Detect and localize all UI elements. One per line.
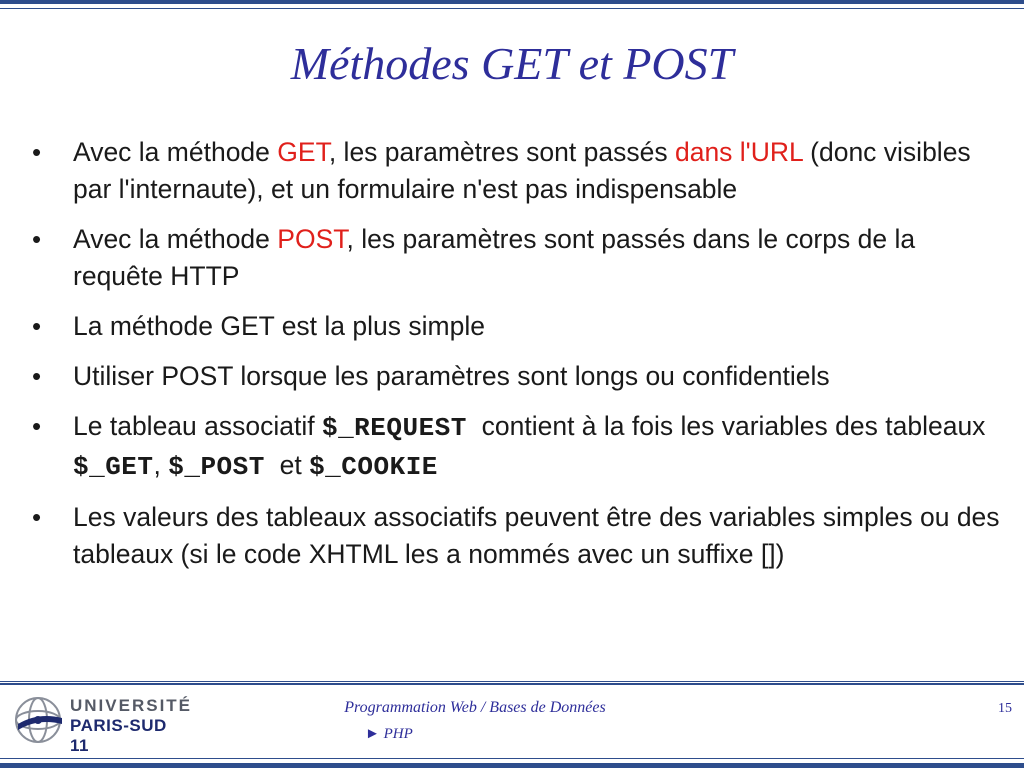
top-rule <box>0 0 1024 9</box>
logo-text-paris-sud: PARIS-SUD 11 <box>70 716 167 755</box>
code-text: $_REQUEST <box>321 413 467 443</box>
footer-section: ► PHP <box>365 726 413 742</box>
bullet-text: , <box>153 450 169 480</box>
highlight-text: POST <box>277 224 347 254</box>
code-text: $_POST <box>168 452 265 482</box>
bullet-item <box>30 358 1005 395</box>
footer-rule-upper <box>0 681 1024 685</box>
bullet-text: Le tableau associatif <box>73 411 322 441</box>
bullet-icon: • <box>32 137 42 167</box>
bullet-list <box>30 134 1005 586</box>
code-text: $_GET <box>73 452 154 482</box>
bullet-text: , les paramètres sont passés <box>328 137 675 167</box>
slide-title: Méthodes GET et POST <box>290 38 734 89</box>
bullet-text: contient à la fois les variables des tableaux <box>466 411 993 441</box>
bullet-text: Avec la méthode <box>73 137 278 167</box>
page-number: 15 <box>998 701 1012 716</box>
bullet-item <box>30 308 1005 345</box>
highlight-text: dans l'URL <box>674 137 803 167</box>
bullet-text: La méthode GET est la plus simple <box>73 311 485 341</box>
bullet-icon: • <box>32 224 42 254</box>
bullet-text: (donc visibles par l'internaute), et un formulaire n'est pas indispensable <box>73 137 971 204</box>
bullet-item <box>30 221 1005 295</box>
footer-rule-lower <box>0 758 1024 768</box>
bullet-text: Avec la méthode <box>73 224 278 254</box>
bullet-text: Les valeurs des tableaux associatifs peuvent être des variables simples ou des tableaux (si le code XHTML les a nommés avec un suffixe []) <box>73 502 1000 569</box>
bullet-icon: • <box>32 502 42 532</box>
bullet-icon: • <box>32 411 42 441</box>
bullet-icon: • <box>32 311 42 341</box>
bullet-text: , les paramètres sont passés dans le corps de la requête HTTP <box>73 224 916 291</box>
code-text: $_COOKIE <box>309 452 438 482</box>
logo-text-universite: UNIVERSITÉ <box>70 696 193 715</box>
bullet-item <box>30 134 1005 208</box>
highlight-text: GET <box>277 137 329 167</box>
footer-course-title: Programmation Web / Bases de Données <box>344 699 606 716</box>
bullet-icon: • <box>32 361 42 391</box>
bullet-item <box>30 408 1005 486</box>
bullet-item <box>30 499 1005 573</box>
bullet-text: et <box>264 450 310 480</box>
bullet-text: Utiliser POST lorsque les paramètres sont longs ou confidentiels <box>73 361 830 391</box>
